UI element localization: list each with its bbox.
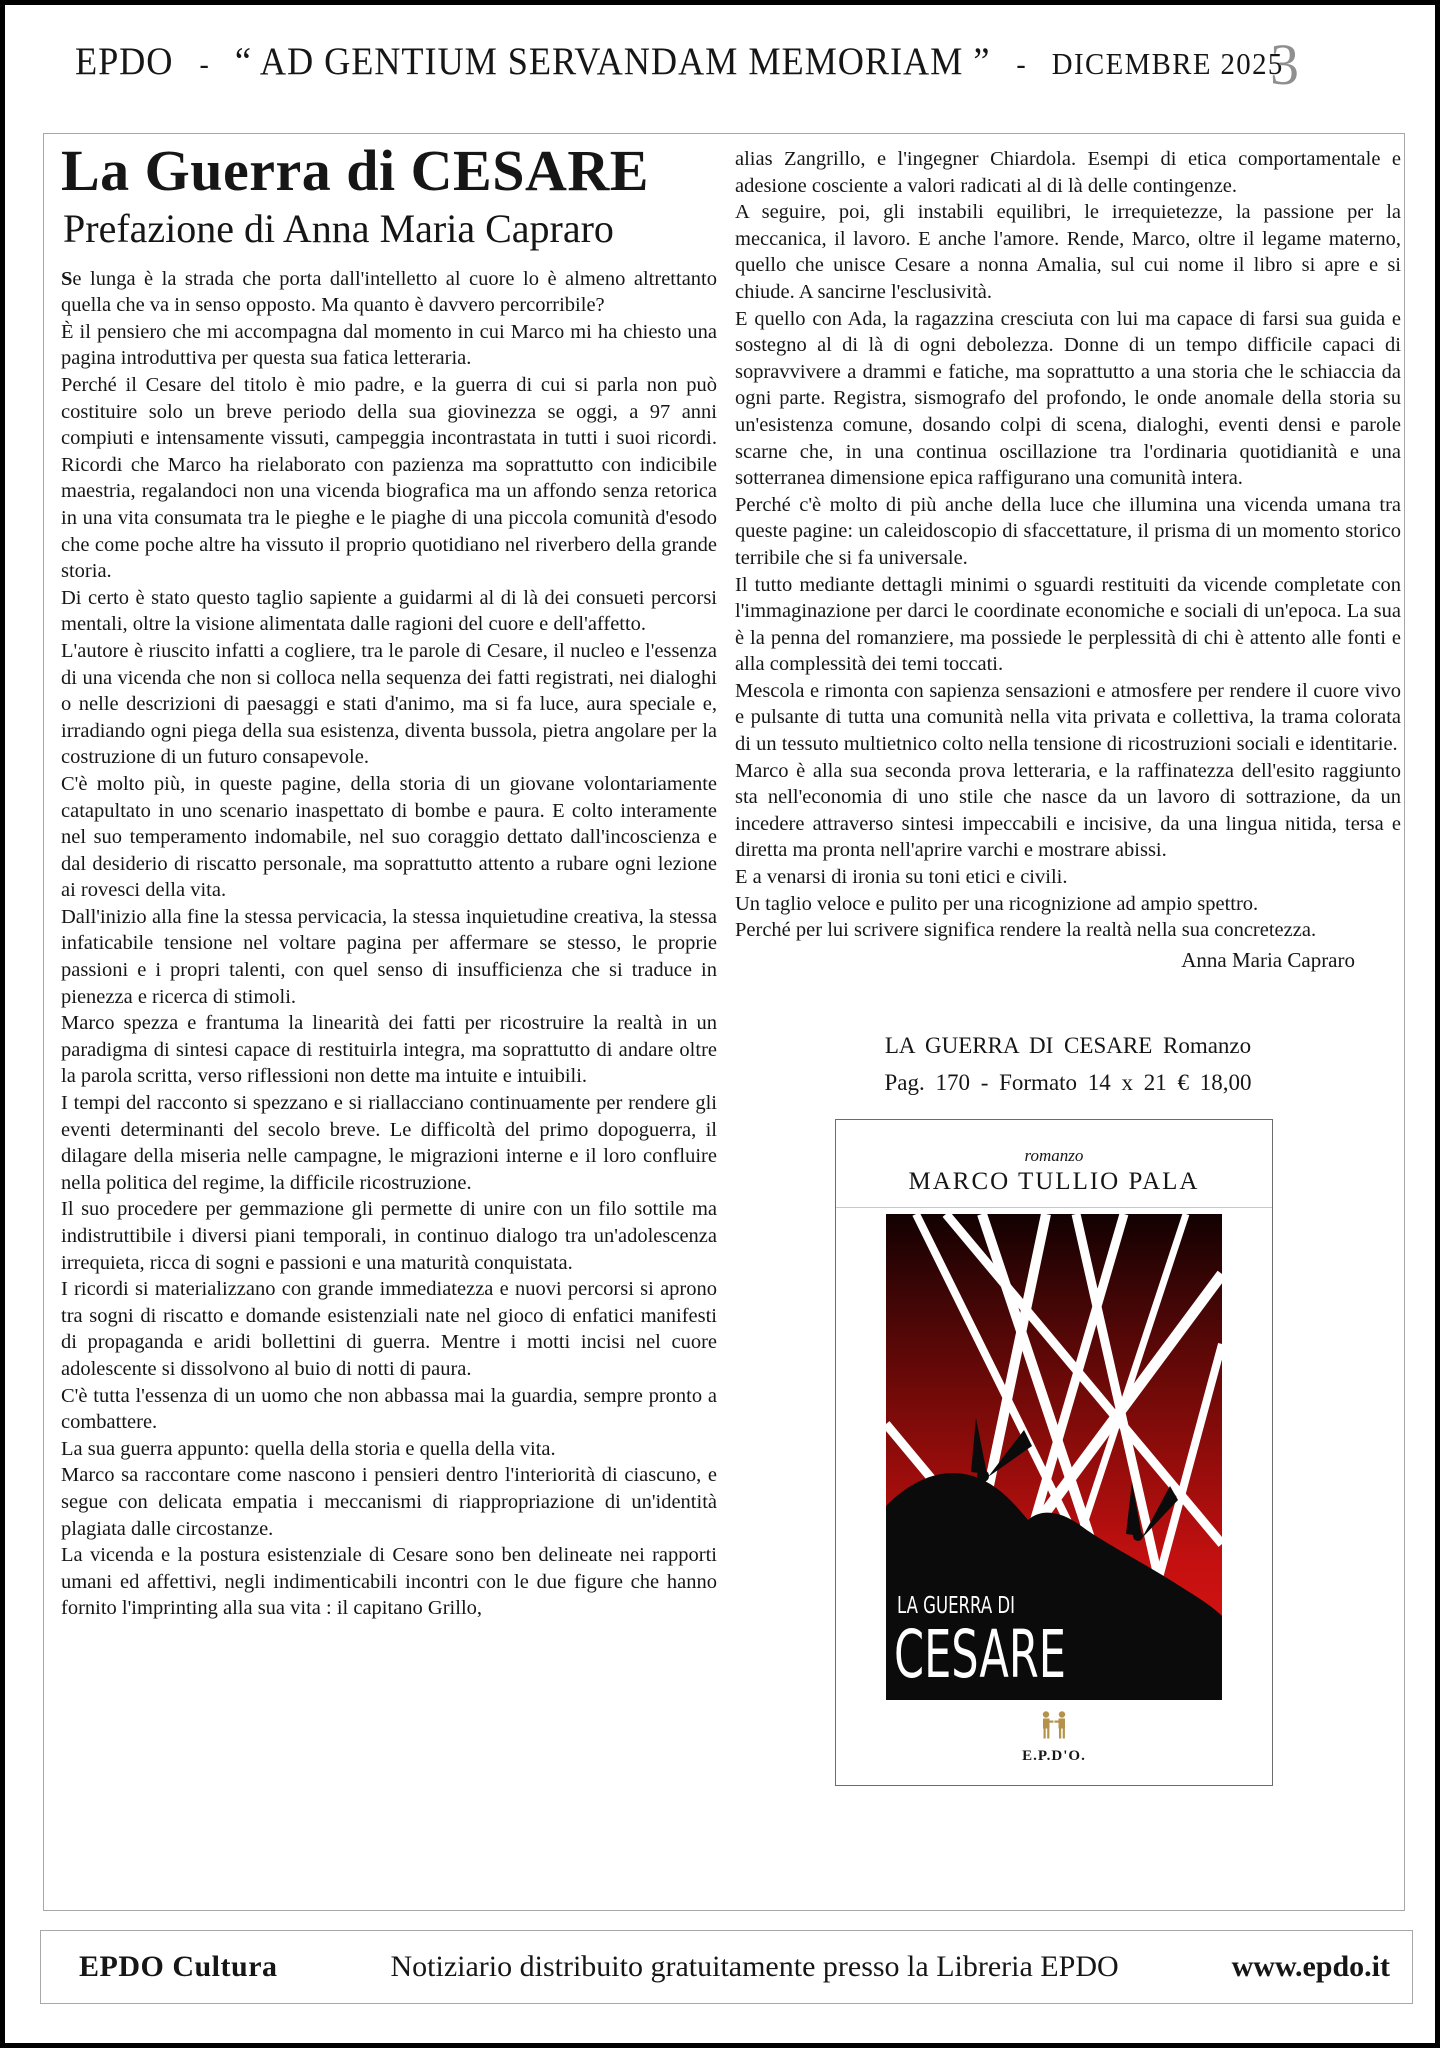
book-cover-author: MARCO TULLIO PALA <box>908 1167 1200 1195</box>
cover-title-line1: LA GUERRA DI <box>897 1592 1015 1619</box>
paragraph: Il tutto mediante dettagli minimi o sguardi restituiti da vicende completate con l'immaginazione per darci le coordinate economiche e sociali di un'epoca. La sua è la penna del romanziere, ma possiede le perplessità di chi è attento alle fonti e alla complessità dei temi toccati. <box>735 573 1401 676</box>
paragraph: Se lunga è la strada che porta dall'intelletto al cuore lo è almeno altrettanto quella che va in senso opposto. Ma quanto è davvero percorribile? <box>61 267 717 317</box>
publisher-name: E.P.D'O. <box>1022 1747 1086 1764</box>
publisher-emblem-icon <box>1034 1710 1074 1740</box>
page-footer <box>40 1930 1413 2004</box>
book-cover-footer <box>836 1710 1272 1765</box>
paragraph: È il pensiero che mi accompagna dal momento in cui Marco mi ha chiesto una pagina introduttiva per questa sua fatica letteraria. <box>61 320 717 370</box>
paragraph: alias Zangrillo, e l'ingegner Chiardola. Esempi di etica comportamentale e adesione cosciente a valori radicati al di là delle contingenze. <box>735 148 1401 197</box>
paragraph: I ricordi si materializzano con grande immediatezza e nuovi percorsi si aprono tra sogni di riscatto e domande esistenziali nate nel gioco di enfatici manifesti di propaganda e aridi bollettini di guerra. Mentre i motti incisi nel cuore adolescente si dissolvono al buio di notti di paura. <box>61 1278 717 1380</box>
header-brand: EPDO <box>75 40 174 83</box>
article-title: La Guerra di CESARE <box>61 138 649 203</box>
page-number: 3 <box>1270 32 1299 97</box>
paragraph: Dall'inizio alla fine la stessa pervicacia, la stessa inquietudine creativa, la stessa infaticabile tensione nel voltare pagina per affermare se stesso, le proprie passioni e i propri talenti, con quel senso di insufficienza che si traduce in pienezza e ricerca di stimoli. <box>61 905 717 1008</box>
cover-title-line2: CESARE <box>894 1615 1066 1693</box>
article-right-column <box>735 146 1401 1786</box>
author-signature: Anna Maria Capraro <box>1181 947 1355 972</box>
header-motto: “ AD GENTIUM SERVANDAM MEMORIAM ” <box>234 40 991 83</box>
paragraph: E a venarsi di ironia su toni etici e civili. <box>735 866 1068 889</box>
paragraph: Perché c'è molto di più anche della luce che illumina una vicenda umana tra queste pagine: un caleidoscopio di sfaccettature, il prisma di un momento storico terribile che si fa universale. <box>735 493 1401 569</box>
book-info-format-line: Pag. 170 - Formato 14 x 21 € 18,00 <box>884 1069 1252 1095</box>
paragraph: Marco sa raccontare come nascono i pensieri dentro l'interiorità di ciascuno, e segue con delicata empatia i meccanismi di riappropriazione di un'identità plagiata dalle circostanze. <box>61 1464 717 1540</box>
article-body-left <box>61 266 717 1622</box>
paragraph: Il suo procedere per gemmazione gli permette di unire con un filo sottile ma indistruttibile i diversi piani temporali, in continuo dialogo tra un'adolescenza irrequieta, ricca di sogni e passioni e una maturità conquistata. <box>61 1198 717 1274</box>
book-info-title-line: LA GUERRA DI CESARE Romanzo <box>884 1032 1252 1058</box>
paragraph: E quello con Ada, la ragazzina cresciuta con lui ma capace di farsi sua guida e sostegno al di là di ogni debolezza. Donne di un tempo difficile capaci di sopravvivere a drammi e fatiche, ma soprattutto a una storia che le schiaccia da ogni parte. Registra, sismografo del profondo, le onde anomale della storia su un'esistenza comune, dosando colpi di scena, dialoghi, eventi densi e parole scarne che, in una continua oscillazione tra l'ordinaria quotidianità e una sotterranea dimensione epica raffigurano una comunità intera. <box>735 307 1401 490</box>
paragraph: Di certo è stato questo taglio sapiente a guidarmi al di là dei consueti percorsi mentali, oltre la visione alimentata dalle ragioni del cuore e dell'affetto. <box>61 586 717 636</box>
article-subtitle: Prefazione di Anna Maria Capraro <box>63 205 614 251</box>
article-frame <box>43 133 1405 1911</box>
paragraph: L'autore è riuscito infatti a cogliere, tra le parole di Cesare, il nucleo e l'essenza di una vicenda che non si colloca nella sequenza dei fatti registrati, nei dialoghi o nelle descrizioni di paesaggi e stati d'animo, ma si fa luce, aura speciale e, irradiando ogni piega della sua esistenza, diventa bussola, pietra angolare per la costruzione di un futuro consapevole. <box>61 639 717 769</box>
header-separator: - <box>199 48 209 81</box>
paragraph: La sua guerra appunto: quella della storia e quella della vita. <box>61 1437 556 1460</box>
header-separator: - <box>1016 48 1026 81</box>
book-cover-art <box>886 1214 1222 1700</box>
paragraph: Marco spezza e frantuma la linearità dei fatti per ricostruire la realtà in un paradigma di sintesi capace di restituirla integra, ma soprattutto di andare oltre la parola scritta, verso riflessioni non dette ma intuite e intuibili. <box>61 1012 717 1088</box>
paragraph: Mescola e rimonta con sapienza sensazioni e atmosfere per rendere il cuore vivo e pulsante di tutta una comunità nella vita privata e collettiva, la trama colorata di un tessuto multietnico colto nella tensione di ricostruzioni sociali e identitarie. <box>735 679 1401 756</box>
footer-website: www.epdo.it <box>1231 1950 1390 1983</box>
paragraph: Perché per lui scrivere significa rendere la realtà nella sua concretezza. <box>735 919 1317 942</box>
paragraph: Un taglio veloce e pulito per una ricognizione ad ampio spettro. <box>735 892 1259 915</box>
paragraph: Perché il Cesare del titolo è mio padre, e la guerra di cui si parla non può costituire solo un breve periodo della sua giovinezza se oggi, a 97 anni compiuti e intensamente vissuti, campeggia incontrastata in tutti i suoi ricordi. Ricordi che Marco ha rielaborato con pazienza ma soprattutto con indicibile maestria, regalandoci non una vicenda biografica ma un affondo senza retorica in una vita consumata tra le pieghe e le piaghe di una piccola comunità d'esodo che come poche altre ha vissuto il proprio quotidiano nel riverbero della grande storia. <box>61 374 717 583</box>
paragraph: C'è tutta l'essenza di un uomo che non abbassa mai la guardia, sempre pronto a combattere. <box>61 1384 717 1434</box>
page-header <box>75 39 1284 84</box>
book-info <box>735 1027 1401 1101</box>
paragraph: La vicenda e la postura esistenziale di Cesare sono ben delineate nei rapporti umani ed affettivi, negli indimenticabili incontri con le due figure che hanno fornito l'imprinting alla sua vita : il capitano Grillo, <box>61 1544 717 1620</box>
article-body-right <box>735 146 1401 944</box>
book-cover <box>835 1119 1273 1786</box>
paragraph: A seguire, poi, gli instabili equilibri, le irrequietezze, la passione per la meccanica, il lavoro. E anche l'amore. Rende, Marco, oltre il legame materno, quello che unisce Cesare a nonna Amalia, sul cui nome il libro si apre e si chiude. A sancirne l'esclusività. <box>735 201 1401 303</box>
footer-notice: Notiziario distribuito gratuitamente presso la Libreria EPDO <box>390 1950 1119 1983</box>
header-issue-date: DICEMBRE 2025 <box>1051 46 1284 81</box>
paragraph: I tempi del racconto si spezzano e si riallacciano continuamente per rendere gli eventi determinanti del secolo breve. Le difficoltà del primo dopoguerra, il dilagare della miseria nelle campagne, le migrazioni interne e il loro confluire nella politica del regime, la difficile ricostruzione. <box>61 1092 717 1194</box>
article-left-column <box>61 140 717 1622</box>
book-cover-header <box>836 1120 1272 1208</box>
footer-brand: EPDO Cultura <box>79 1950 278 1983</box>
paragraph: C'è molto più, in queste pagine, della storia di un giovane volontariamente catapultato in uno scenario inaspettato di bombe e paura. E colto interamente nel suo temperamento indomabile, nel suo coraggio dettato dall'incoscienza e dal desiderio di riscatto personale, ma soprattutto attento a rubare ogni lezione ai rovesci della vita. <box>61 772 717 902</box>
paragraph: Marco è alla sua seconda prova letteraria, e la raffinatezza dell'esito raggiunto sta nell'economia di uno stile che nasce da un lavoro di sottrazione, da un incedere attraverso sintesi impeccabili e incisive, da una lingua nitida, tersa e diretta ma pronta nell'aprire varchi e mostrare abissi. <box>735 759 1401 862</box>
book-cover-genre: romanzo <box>1024 1145 1084 1165</box>
